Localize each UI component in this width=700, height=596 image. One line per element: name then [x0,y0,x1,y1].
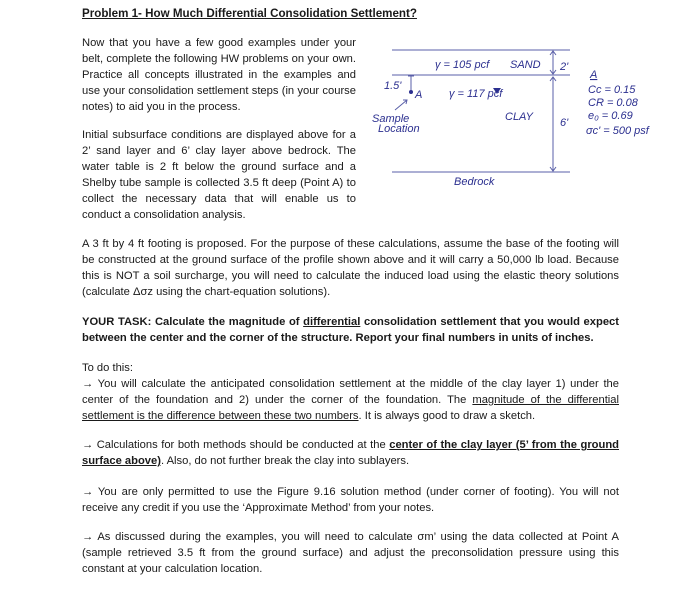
sample-label: Sample [372,113,410,125]
e0-value: e₀ = 0.69 [588,110,633,122]
clay-label: CLAY [505,111,533,123]
instruction-1: → You will calculate the anticipated consolidation settlement at the middle of the clay layer 1) under the center of the foundation and 2) under the corner of the foundation. The magnitude of the differential settlement is the difference between these two numbers. It is always good to draw a sketch. [82,378,619,422]
problem-title: Problem 1- How Much Differential Consolidation Settlement? [82,7,417,20]
props-title: A [590,69,598,81]
clay-thickness: 6' [560,117,569,129]
soil-profile-sketch [370,40,690,200]
sample-point-icon [409,90,413,94]
intro-paragraph: Now that you have a few good examples under your belt, complete the following HW problems on your own. Practice all concepts illustrated in the examples and use your consolidation settlement steps (in your course notes) to aid you in the process. [82,37,356,113]
instruction-2: → Calculations for both methods should be conducted at the center of the clay layer (5’ from the ground surface above). Also, do not further break the clay into sublayers. [82,439,620,467]
footing-paragraph: A 3 ft by 4 ft footing is proposed. For the purpose of these calculations, assume the base of the footing will be constructed at the ground surface of the profile shown above and it will carry a 50,000 lb load. Because this is NOT a soil surcharge, you will need to calculate the induced load using the elastic theory solutions (calculate Δσz using the chart-equation solutions). [82,238,619,298]
bedrock-label: Bedrock [454,176,495,188]
sand-label: SAND [510,59,541,71]
task-paragraph: YOUR TASK: Calculate the magnitude of differential consolidation settlement that you would expect between the center and the corner of the structure. Report your final numbers in units of inches. [82,316,619,344]
location-label: Location [378,123,420,135]
point-a-label: A [415,89,423,101]
todo-label: To do this: [82,362,133,374]
sand-unit-weight: γ = 105 pcf [435,59,490,71]
preconsolidation-value: σc' = 500 psf [586,125,649,137]
conditions-paragraph: Initial subsurface conditions are displayed above for a 2’ sand layer and 6’ clay layer above bedrock. The water table is 2 ft below the ground surface and a Shelby tube sample is collected 3.5 ft deep (Point A) to collect the necessary data that will enable us to conduct a consolidation analysis. [82,129,356,221]
sample-depth: 1.5' [384,80,402,92]
instruction-4: → As discussed during the examples, you will need to calculate σm’ using the data collected at Point A (sample retrieved 3.5 ft from the ground surface) and adjust the preconsolidation pressure using this constant at your calculation location. [82,531,619,575]
cc-value: Cc = 0.15 [588,84,636,96]
instruction-3: → You are only permitted to use the Figure 9.16 solution method (under corner of footing). You will not receive any credit if you use the ‘Approximate Method’ from your notes. [82,486,619,514]
sand-thickness: 2' [560,61,569,73]
clay-unit-weight: γ = 117 pcf [449,88,503,100]
cr-value: CR = 0.08 [588,97,638,109]
